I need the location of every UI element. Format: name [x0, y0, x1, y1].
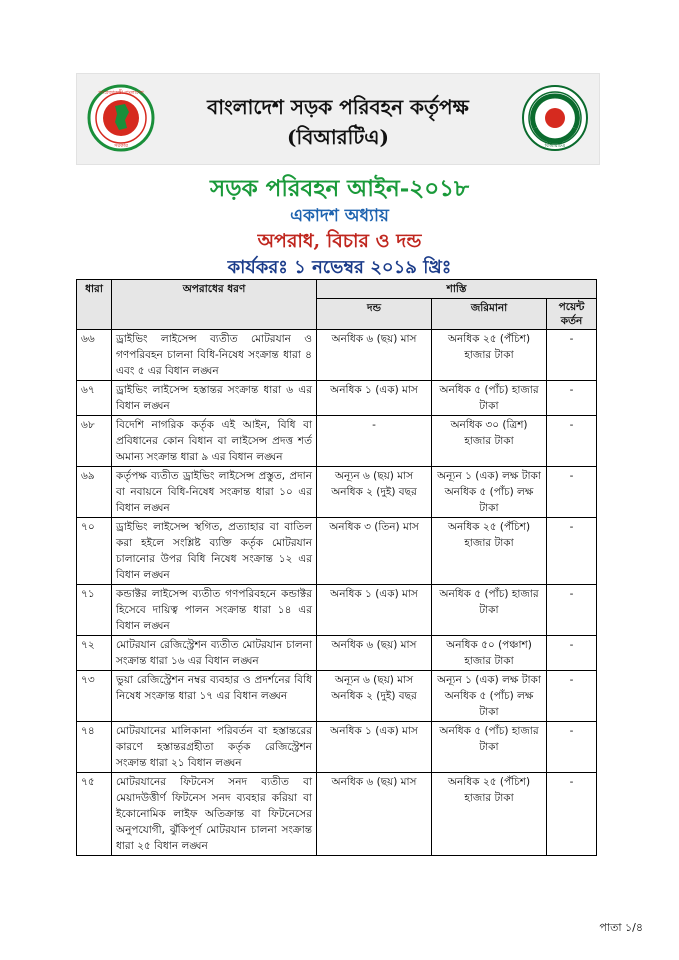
cell-offense: ভুয়া রেজিস্ট্রেশন নম্বর ব্যবহার ও প্রদর্শনের বিধি নিষেধ সংক্রান্ত ধারা ১৭ এর বিধান লঙ্ঘন	[112, 671, 317, 722]
header-points: পয়েন্ট কর্তন	[547, 299, 597, 330]
cell-points: -	[547, 773, 597, 856]
cell-points: -	[547, 722, 597, 773]
cell-points: -	[547, 636, 597, 671]
cell-section: ৭৩	[77, 671, 112, 722]
cell-fine: অনধিক ২৫ (পঁচিশ) হাজার টাকা	[432, 330, 547, 381]
header-section: ধারা	[77, 280, 112, 330]
cell-punishment: অনধিক ৩ (তিন) মাস	[317, 518, 432, 585]
organization-name	[177, 92, 499, 152]
cell-fine: অনধিক ৩০ (ত্রিশ) হাজার টাকা	[432, 416, 547, 467]
govt-seal-text-top: গণপ্রজাতন্ত্রী বাংলাদেশ	[98, 90, 144, 96]
cell-punishment: অনধিক ৬ (ছয়) মাস	[317, 636, 432, 671]
table-row	[77, 636, 597, 671]
organization-name-line2: (বিআরটিএ)	[287, 125, 389, 149]
cell-fine: অনধিক ৫ (পাঁচ) হাজার টাকা	[432, 722, 547, 773]
cell-section: ৭০	[77, 518, 112, 585]
cell-fine: অন্যূন ১ (এক) লক্ষ টাকা অনধিক ৫ (পাঁচ) লক্ষ টাকা	[432, 671, 547, 722]
table-row	[77, 585, 597, 636]
organization-name-line1: বাংলাদেশ সড়ক পরিবহন কর্তৃপক্ষ	[207, 95, 469, 119]
cell-offense: ড্রাইভিং লাইসেন্স স্থগিত, প্রত্যাহার বা বাতিল করা হইলে সংশ্লিষ্ট ব্যক্তি কর্তৃক মোটরযান চালানোর উপর বিধি নিষেধ সংক্রান্ত ১২ এর বিধান লঙ্ঘন	[112, 518, 317, 585]
cell-points: -	[547, 518, 597, 585]
brta-logo-text: বিআরটিএ	[544, 143, 566, 149]
cell-punishment: অনধিক ১ (এক) মাস	[317, 381, 432, 416]
cell-punishment: অনধিক ৬ (ছয়) মাস	[317, 773, 432, 856]
cell-offense: ড্রাইভিং লাইসেন্স হস্তান্তর সংক্রান্ত ধারা ৬ এর বিধান লঙ্ঘন	[112, 381, 317, 416]
subject-title: অপরাধ, বিচার ও দন্ড	[257, 230, 422, 252]
table-row	[77, 416, 597, 467]
govt-seal-icon	[87, 84, 155, 152]
cell-offense: ড্রাইভিং লাইসেন্স ব্যতীত মোটরযান ও গণপরিবহন চালনা বিধি-নিষেধ সংক্রান্ত ধারা ৪ এবং ৫ এর বিধান লঙ্ঘন	[112, 330, 317, 381]
cell-fine: অন্যূন ১ (এক) লক্ষ টাকা অনধিক ৫ (পাঁচ) লক্ষ টাকা	[432, 467, 547, 518]
cell-points: -	[547, 585, 597, 636]
cell-section: ৬৬	[77, 330, 112, 381]
cell-offense: কর্তৃপক্ষ ব্যতীত ড্রাইভিং লাইসেন্স প্রস্তুত, প্রদান বা নবায়নে বিধি-নিষেধ সংক্রান্ত ধারা ১০ এর বিধান লঙ্ঘন	[112, 467, 317, 518]
effective-date: কার্যকরঃ ১ নভেম্বর ২০১৯ খ্রিঃ	[227, 257, 452, 278]
cell-offense: মোটরযানের মালিকানা পরিবর্তন বা হস্তান্তরের কারণে হস্তান্তরগ্রহীতা কর্তৃক রেজিস্ট্রেশন সংক্রান্ত ধারা ২১ বিধান লঙ্ঘন	[112, 722, 317, 773]
govt-seal-text-bottom: সরকার	[114, 143, 128, 149]
header-punishment: দন্ড	[317, 299, 432, 330]
header-fine: জরিমানা	[432, 299, 547, 330]
cell-punishment: অনধিক ৬ (ছয়) মাস	[317, 330, 432, 381]
header-banner	[76, 73, 600, 165]
cell-punishment: -	[317, 416, 432, 467]
cell-section: ৬৯	[77, 467, 112, 518]
cell-fine: অনধিক ৫ (পাঁচ) হাজার টাকা	[432, 585, 547, 636]
table-row	[77, 671, 597, 722]
cell-offense: মোটরযানের ফিটনেস সনদ ব্যতীত বা মেয়াদউত্তীর্ণ ফিটনেস সনদ ব্যবহার করিয়া বা ইকোনোমিক লাইফ অতিক্রান্ত বা ফিটনেসের অনুপযোগী, ঝুঁকিপূর্ণ মোটরযান চালনা সংক্রান্ত ধারা ২৫ বিধান লঙ্ঘন	[112, 773, 317, 856]
cell-section: ৭১	[77, 585, 112, 636]
cell-points: -	[547, 330, 597, 381]
cell-offense: কন্ডাক্টর লাইসেন্স ব্যতীত গণপরিবহনে কন্ডাক্টর হিসেবে দায়িত্ব পালন সংক্রান্ত ধারা ১৪ এর বিধান লঙ্ঘন	[112, 585, 317, 636]
cell-fine: অনধিক ৫০ (পঞ্চাশ) হাজার টাকা	[432, 636, 547, 671]
cell-section: ৭৫	[77, 773, 112, 856]
cell-offense: মোটরযান রেজিস্ট্রেশন ব্যতীত মোটরযান চালনা সংক্রান্ত ধারা ১৬ এর বিধান লঙ্ঘন	[112, 636, 317, 671]
penalty-table	[76, 279, 597, 856]
page-number: পাতা ১/৪	[599, 921, 643, 934]
table-header-row	[77, 280, 597, 299]
table-row	[77, 773, 597, 856]
cell-fine: অনধিক ৫ (পাঁচ) হাজার টাকা	[432, 381, 547, 416]
header-penalty: শাস্তি	[317, 280, 597, 299]
table-row	[77, 518, 597, 585]
cell-points: -	[547, 381, 597, 416]
cell-points: -	[547, 416, 597, 467]
table-row	[77, 722, 597, 773]
cell-section: ৭৪	[77, 722, 112, 773]
cell-punishment: অনধিক ১ (এক) মাস	[317, 585, 432, 636]
law-title: সড়ক পরিবহন আইন-২০১৮	[210, 175, 469, 202]
cell-points: -	[547, 671, 597, 722]
table-row	[77, 381, 597, 416]
cell-fine: অনধিক ২৫ (পঁচিশ) হাজার টাকা	[432, 518, 547, 585]
table-row	[77, 330, 597, 381]
brta-logo-icon	[521, 84, 589, 152]
cell-offense: বিদেশি নাগরিক কর্তৃক এই আইন, বিধি বা প্রবিধানের কোন বিধান বা লাইসেন্স প্রদত্ত শর্ত অমান্য সংক্রান্ত ধারা ৯ এর বিধান লঙ্ঘন	[112, 416, 317, 467]
chapter-title: একাদশ অধ্যায়	[290, 206, 389, 226]
header-offense: অপরাধের ধরণ	[112, 280, 317, 330]
cell-punishment: অন্যূন ৬ (ছয়) মাস অনধিক ২ (দুই) বছর	[317, 467, 432, 518]
table-row	[77, 467, 597, 518]
cell-punishment: অন্যূন ৬ (ছয়) মাস অনধিক ২ (দুই) বছর	[317, 671, 432, 722]
cell-section: ৬৭	[77, 381, 112, 416]
cell-punishment: অনধিক ১ (এক) মাস	[317, 722, 432, 773]
cell-points: -	[547, 467, 597, 518]
cell-section: ৬৮	[77, 416, 112, 467]
cell-section: ৭২	[77, 636, 112, 671]
cell-fine: অনধিক ২৫ (পঁচিশ) হাজার টাকা	[432, 773, 547, 856]
